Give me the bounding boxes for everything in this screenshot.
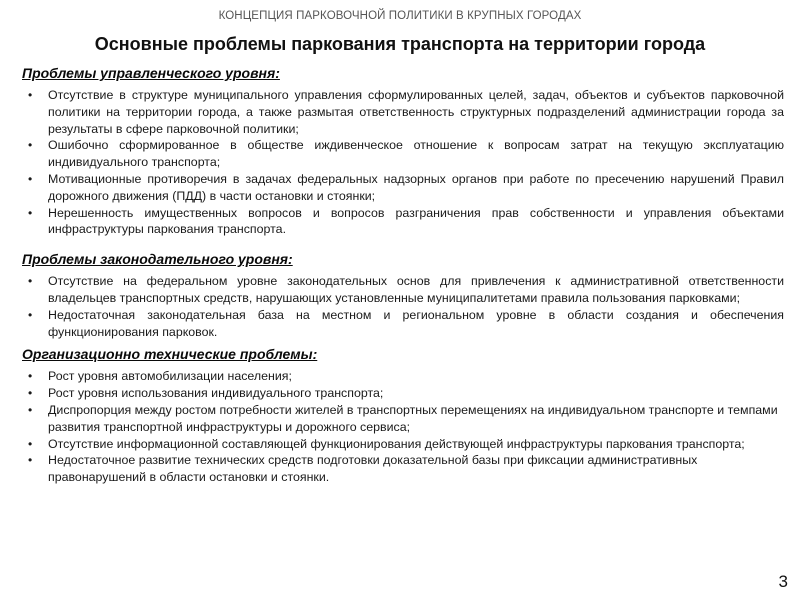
bullet-list xyxy=(18,87,784,238)
section-technical xyxy=(18,345,784,486)
section-heading: Проблемы управленческого уровня: xyxy=(22,65,280,81)
list-item: • Рост уровня использования индивидуального транспорта; xyxy=(18,385,784,402)
section-legislative xyxy=(18,250,784,340)
list-item: • Отсутствие информационной составляющей функционирования действующей инфраструктуры паркования транспорта; xyxy=(18,436,784,453)
document-header: КОНЦЕПЦИЯ ПАРКОВОЧНОЙ ПОЛИТИКИ В КРУПНЫХ ГОРОДАХ xyxy=(218,10,582,22)
section-heading: Организационно технические проблемы: xyxy=(22,346,318,363)
content-area xyxy=(18,64,784,486)
list-item: • Недостаточная законодательная база на местном и региональном уровне в области создания и обеспечения функционирования парковок. xyxy=(18,307,784,341)
list-item: • Мотивационные противоречия в задачах федеральных надзорных органов при работе по пресечению нарушений Правил дорожного движения (ПДД) в части остановки и стоянки; xyxy=(18,171,784,205)
page-title: Основные проблемы паркования транспорта на территории города xyxy=(94,34,706,54)
list-item: • Ошибочно сформированное в обществе иждивенческое отношение к вопросам затрат на текущую эксплуатацию индивидуального транспорта; xyxy=(18,137,784,171)
section-management xyxy=(18,64,784,238)
list-item: • Отсутствие на федеральном уровне законодательных основ для привлечения к административной ответственности владельцев транспортных средств, нарушающих установленные муниципалитетами правила пользования парковками; xyxy=(18,273,784,307)
bullet-list xyxy=(18,368,784,486)
section-heading: Проблемы законодательного уровня: xyxy=(22,251,293,268)
list-item: • Нерешенность имущественных вопросов и вопросов разграничения прав собственности и управления объектами инфраструктуры паркования транспорта. xyxy=(18,205,784,239)
list-item: • Диспропорция между ростом потребности жителей в транспортных перемещениях на индивидуальном транспорте и темпами развития транспортной инфраструктуры и дорожного сервиса; xyxy=(18,402,784,436)
list-item: • Недостаточное развитие технических средств подготовки доказательной базы при фиксации административных правонарушений в области остановки и стоянки. xyxy=(18,452,784,486)
list-item: • Отсутствие в структуре муниципального управления сформулированных целей, задач, объектов и субъектов парковочной политики на территории города, а также размытая ответственность структурных подразделений администрации города за результаты в сфере парковочной политики; xyxy=(18,87,784,137)
page-number: 3 xyxy=(778,572,788,591)
bullet-list xyxy=(18,273,784,340)
list-item: • Рост уровня автомобилизации населения; xyxy=(18,368,784,385)
